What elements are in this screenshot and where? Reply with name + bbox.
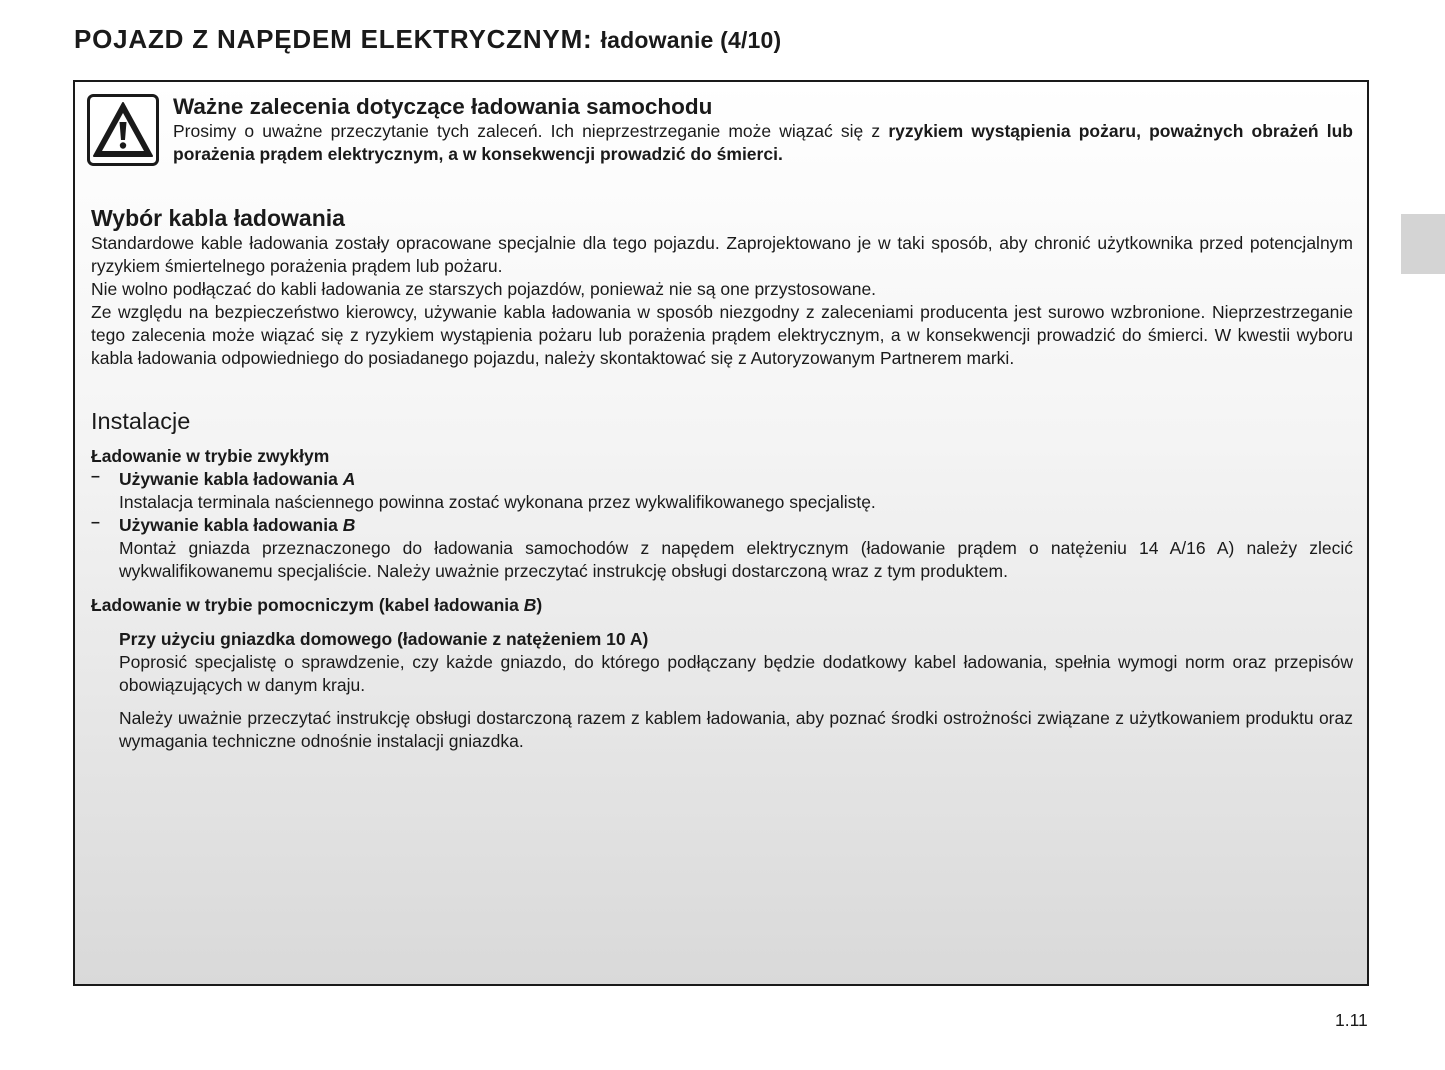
warning-heading: Ważne zalecenia dotyczące ładowania samochodu xyxy=(173,94,713,119)
page-title-sub: ładowanie (4/10) xyxy=(600,27,782,53)
section-tab xyxy=(1401,214,1445,274)
warning-text-bold: ryzykiem wystąpienia pożaru, poważnych obrażeń lub porażenia prądem elektrycznym, a w konsekwencji prowadzić do śmierci. xyxy=(173,121,1354,164)
cable-letter: B xyxy=(342,515,356,535)
page-title xyxy=(74,24,781,55)
warning-box xyxy=(73,80,1369,986)
content xyxy=(91,204,1353,753)
list-item-text: Instalacja terminala naściennego powinna zostać wykonana przez wykwalifikowanego specjalistę. xyxy=(119,492,876,512)
cable-selection-heading: Wybór kabla ładowania xyxy=(91,205,345,231)
warning-triangle-icon xyxy=(87,94,159,166)
auxiliary-mode-heading xyxy=(91,594,1353,617)
warning-text-normal: Prosimy o uważne przeczytanie tych zaleceń. Ich nieprzestrzeganie może wiązać się z xyxy=(173,121,889,141)
page-title-main: POJAZD Z NAPĘDEM ELEKTRYCZNYM: xyxy=(74,24,593,54)
list-item-title-text: Używanie kabla ładowania xyxy=(119,469,343,489)
installations-heading: Instalacje xyxy=(91,408,191,434)
auxiliary-paragraph-2: Należy uważnie przeczytać instrukcję obsługi dostarczoną razem z kablem ładowania, aby poznać środki ostrożności związane z użytkowaniem produktu oraz wymagania techniczne odnośnie instalacji gniazdka. xyxy=(119,708,1353,751)
dash-bullet: – xyxy=(91,468,100,485)
list-item-title xyxy=(119,468,1353,491)
list-item xyxy=(91,514,1353,583)
page-number: 1.11 xyxy=(1335,1010,1368,1030)
list-item-title-text: Używanie kabla ładowania xyxy=(119,515,343,535)
list-item-title xyxy=(119,514,1353,537)
cable-letter: A xyxy=(342,469,356,489)
warning-text xyxy=(173,120,1353,166)
auxiliary-block xyxy=(91,628,1353,753)
normal-mode-heading: Ładowanie w trybie zwykłym xyxy=(91,446,330,466)
list-item-text: Montaż gniazda przeznaczonego do ładowania samochodów z napędem elektrycznym (ładowanie prądem o natężeniu 14 A/16 A) należy zlecić wykwalifikowanemu specjaliście. Należy uważnie przeczytać instrukcję obsługi dostarczoną wraz z tym produktem. xyxy=(119,538,1353,581)
dash-bullet: – xyxy=(91,514,100,531)
auxiliary-heading-text: Ładowanie w trybie pomocniczym (kabel ładowania xyxy=(91,595,524,615)
cable-letter: B xyxy=(523,595,537,615)
warning-header xyxy=(173,94,1353,166)
auxiliary-heading-end: ) xyxy=(536,595,543,615)
cable-paragraph-2: Nie wolno podłączać do kabli ładowania ze starszych pojazdów, ponieważ nie są one przystosowane. xyxy=(91,279,877,299)
cable-paragraph-3: Ze względu na bezpieczeństwo kierowcy, używanie kabla ładowania w sposób niezgodny z zaleceniami producenta jest surowo wzbronione. Nieprzestrzeganie tego zalecenia może wiązać się z ryzykiem wystąpienia pożaru lub porażenia prądem elektrycznym, a w konsekwencji prowadzić do śmierci. W kwestii wyboru kabla ładowania odpowiedniego do posiadanego pojazdu, należy skontaktować się z Autoryzowanym Partnerem marki. xyxy=(91,302,1353,368)
list-item xyxy=(91,468,1353,514)
household-socket-heading: Przy użyciu gniazdka domowego (ładowanie z natężeniem 10 A) xyxy=(119,629,649,649)
auxiliary-paragraph-1: Poprosić specjalistę o sprawdzenie, czy każde gniazdo, do którego podłączany będzie dodatkowy kabel ładowania, spełnia wymogi norm oraz przepisów obowiązujących w danym kraju. xyxy=(119,652,1353,695)
cable-paragraph-1: Standardowe kable ładowania zostały opracowane specjalnie dla tego pojazdu. Zaprojektowano je w taki sposób, aby chronić użytkownika przed potencjalnym ryzykiem śmiertelnego porażenia prądem lub pożaru. xyxy=(91,233,1353,276)
